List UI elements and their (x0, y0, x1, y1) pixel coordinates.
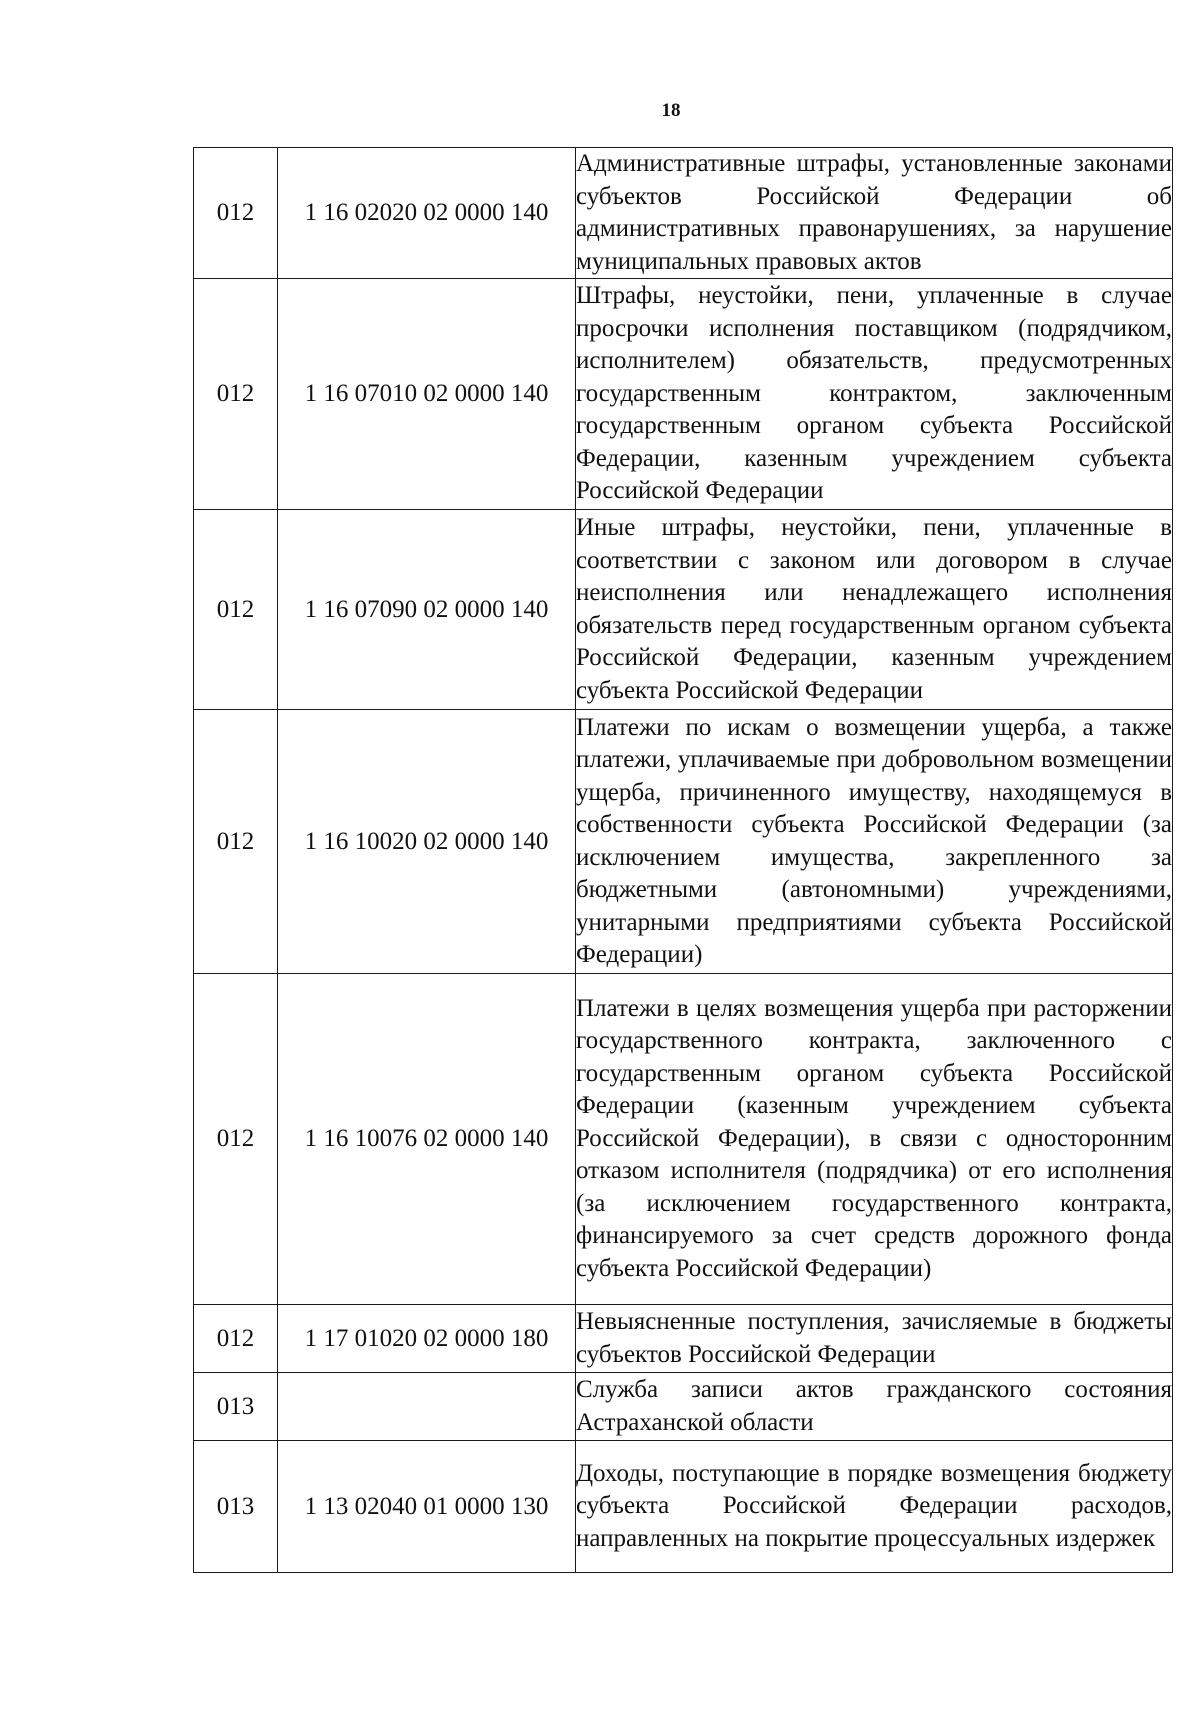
admin-code-cell: 013 (194, 1373, 278, 1441)
table-row (194, 279, 1173, 510)
description-cell: Платежи по искам о возмещении ущерба, а также платежи, уплачиваемые при добровольном возмещении ущерба, причиненного имуществу, находящемуся в собственности субъекта Российской Федерации (за исключением имущества, закрепленного за бюджетными (автономными) учреждениями, унитарными предприятиями субъекта Российской Федерации) (576, 710, 1173, 974)
admin-code-cell: 012 (194, 279, 278, 510)
description-cell: Иные штрафы, неустойки, пени, уплаченные в соответствии с законом или договором в случае неисполнения или ненадлежащего исполнения обязательств перед государственным органом субъекта Российской Федерации, казенным учреждением субъекта Российской Федерации (576, 510, 1173, 710)
table-row (194, 974, 1173, 1305)
admin-code-cell: 012 (194, 974, 278, 1305)
table-row (194, 510, 1173, 710)
budget-code-cell: 1 16 07010 02 0000 140 (278, 279, 576, 510)
budget-code-cell: 1 16 10020 02 0000 140 (278, 710, 576, 974)
admin-code-cell: 012 (194, 1305, 278, 1373)
budget-code-cell: 1 17 01020 02 0000 180 (278, 1305, 576, 1373)
table-row (194, 710, 1173, 974)
page-number: 18 (661, 100, 681, 121)
table-row (194, 148, 1173, 279)
table-row (194, 1305, 1173, 1373)
description-cell: Невыясненные поступления, зачисляемые в бюджеты субъектов Российской Федерации (576, 1305, 1173, 1373)
budget-code-cell: 1 16 02020 02 0000 140 (278, 148, 576, 279)
admin-code-cell: 012 (194, 710, 278, 974)
admin-code-cell: 012 (194, 510, 278, 710)
budget-code-cell (278, 1373, 576, 1441)
budget-codes-table (193, 147, 1173, 1573)
description-cell: Платежи в целях возмещения ущерба при расторжении государственного контракта, заключенного с государственным органом субъекта Российской Федерации (казенным учреждением субъекта Российской Федерации), в связи с односторонним отказом исполнителя (подрядчика) от его исполнения (за исключением государственного контракта, финансируемого за счет средств дорожного фонда субъекта Российской Федерации) (576, 974, 1173, 1305)
table-row (194, 1373, 1173, 1441)
admin-code-cell: 013 (194, 1441, 278, 1573)
description-cell: Административные штрафы, установленные законами субъектов Российской Федерации об административных правонарушениях, за нарушение муниципальных правовых актов (576, 148, 1173, 279)
description-cell: Служба записи актов гражданского состояния Астраханской области (576, 1373, 1173, 1441)
table-row (194, 1441, 1173, 1573)
budget-code-cell: 1 16 10076 02 0000 140 (278, 974, 576, 1305)
budget-code-cell: 1 13 02040 01 0000 130 (278, 1441, 576, 1573)
description-cell: Штрафы, неустойки, пени, уплаченные в случае просрочки исполнения поставщиком (подрядчиком, исполнителем) обязательств, предусмотренных государственным контрактом, заключенным государственным органом субъекта Российской Федерации, казенным учреждением субъекта Российской Федерации (576, 279, 1173, 510)
description-cell: Доходы, поступающие в порядке возмещения бюджету субъекта Российской Федерации расходов, направленных на покрытие процессуальных издержек (576, 1441, 1173, 1573)
budget-code-cell: 1 16 07090 02 0000 140 (278, 510, 576, 710)
admin-code-cell: 012 (194, 148, 278, 279)
